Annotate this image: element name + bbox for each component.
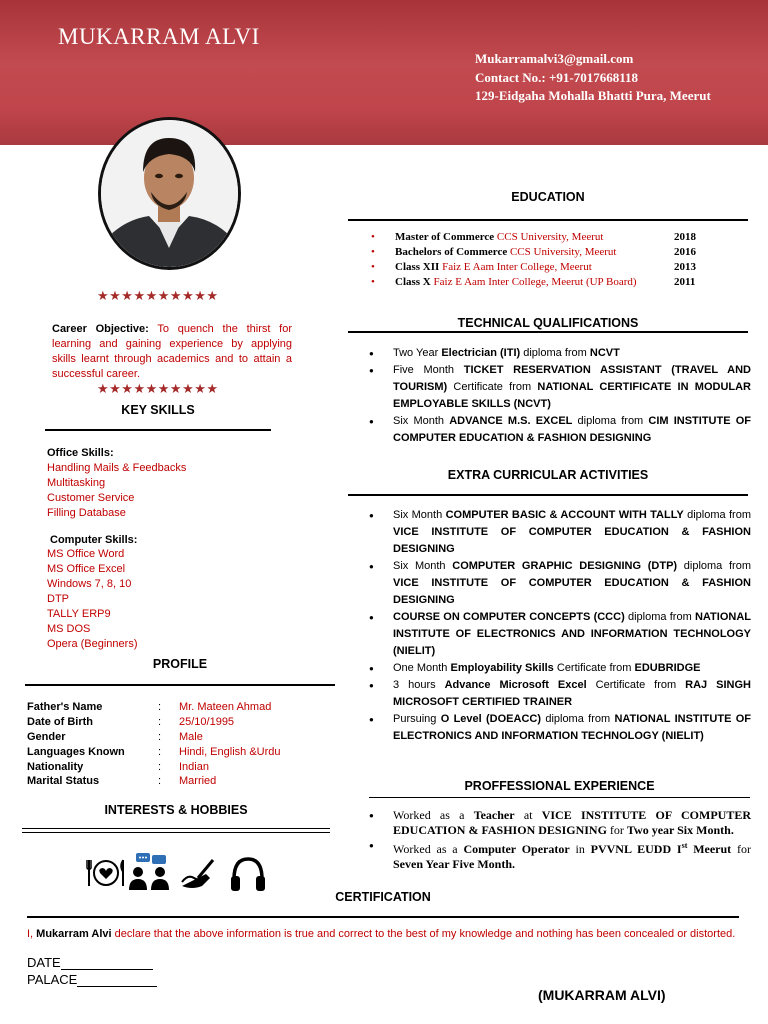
profile-value: Indian (179, 761, 209, 773)
bold-text: ADVANCE M.S. EXCEL (449, 415, 573, 427)
education-row (371, 246, 696, 258)
profile-colon: : (158, 701, 162, 713)
bold-text: VICE INSTITUTE OF COMPUTER EDUCATION & FASHION DESIGNING (393, 577, 751, 606)
institution: CCS University, Meerut (494, 231, 604, 243)
date-label: DATE (27, 955, 61, 970)
key-skills-title: KEY SKILLS (121, 403, 195, 417)
technical-list (369, 345, 751, 447)
list-item (369, 345, 751, 362)
profile-value: Male (179, 731, 203, 743)
skill-item: Customer Service (47, 492, 135, 504)
bold-text: VICE INSTITUTE OF COMPUTER EDUCATION & FASHION DESIGNING (393, 526, 751, 555)
text: Certificate from (447, 381, 538, 393)
candidate-name: MUKARRAM ALVI (58, 24, 260, 49)
text: diploma from (677, 560, 751, 572)
text: Five Month (393, 364, 464, 376)
bold-text: st (681, 841, 688, 850)
section-divider (45, 429, 271, 431)
bold-text: Electrician (ITI) (441, 347, 521, 359)
place-blank-line (77, 974, 157, 987)
headphones-icon (230, 855, 266, 893)
bold-text: VICE INSTITUTE OF COMPUTER EDUCATION & FASHION DESIGNING (393, 808, 751, 837)
skill-item: MS DOS (47, 623, 91, 635)
text: Six Month (393, 509, 446, 521)
bold-text: NATIONAL INSTITUTE OF ELECTRONICS AND INFORMATION TECHNOLOGY (NIELIT) (393, 713, 751, 742)
person-portrait-icon (101, 120, 238, 267)
skill-item: Filling Database (47, 507, 126, 519)
career-objective-label: Career Objective: (52, 323, 149, 335)
text: diploma from (683, 509, 751, 521)
bold-text: EDUBRIDGE (634, 662, 701, 674)
year: 2018 (674, 231, 696, 243)
institution: Faiz E Aam Inter College, Meerut (UP Board) (430, 276, 637, 288)
section-divider (25, 684, 335, 686)
place-label: PALACE (27, 972, 78, 987)
contact-block (475, 50, 711, 106)
text: diploma from (520, 347, 590, 359)
education-row (371, 276, 696, 288)
text: diploma from (541, 713, 615, 725)
profile-value: 25/10/1995 (179, 716, 235, 728)
degree: Class XII (395, 261, 440, 273)
skill-item: Windows 7, 8, 10 (47, 578, 132, 590)
profile-key: Nationality (27, 761, 84, 773)
profile-colon: : (158, 716, 162, 728)
bold-text: O Level (DOEACC) (440, 713, 542, 725)
date-blank-line (61, 957, 153, 970)
list-item (369, 711, 751, 745)
profile-key: Gender (27, 731, 66, 743)
profile-key: Languages Known (27, 746, 125, 758)
bold-text: TICKET RESERVATION ASSISTANT (TRAVEL AND TOURISM) (393, 364, 751, 393)
bold-text: NCVT (589, 347, 620, 359)
signature-name: (MUKARRAM ALVI) (538, 987, 666, 1003)
technical-title: TECHNICAL QUALIFICATIONS (457, 316, 639, 330)
bullet: • (371, 246, 375, 258)
declarant-name: Mukarram Alvi (36, 928, 112, 940)
bold-text: PVVNL EUDD I (590, 842, 682, 856)
profile-colon: : (158, 761, 162, 773)
section-divider (22, 832, 330, 833)
certification-title: CERTIFICATION (335, 890, 431, 904)
computer-skills-title: Computer Skills: (50, 534, 138, 546)
star-divider: ★★★★★★★★★★ (97, 289, 219, 304)
text: at (514, 808, 542, 822)
section-divider (348, 219, 748, 221)
email-text[interactable]: Mukarramalvi3@gmail.com (475, 51, 634, 66)
experience-list (369, 808, 751, 872)
computer-skills-list (47, 547, 138, 652)
text: Certificate from (586, 679, 686, 691)
text: Certificate from (553, 662, 635, 674)
degree: Bachelors of Commerce (395, 246, 508, 258)
year: 2016 (674, 246, 696, 258)
list-item (369, 413, 751, 447)
profile-key: Father's Name (27, 701, 103, 713)
bold-text: Employability Skills (450, 662, 554, 674)
text: diploma from (572, 415, 649, 427)
bold-text: COMPUTER GRAPHIC DESIGNING (DTP) (452, 560, 678, 572)
bold-text: Seven Year Five Month. (393, 857, 515, 871)
phone-text: Contact No.: +91-7017668118 (475, 69, 639, 85)
text: Worked as a (393, 808, 474, 822)
skill-item: DTP (47, 593, 69, 605)
profile-title: PROFILE (152, 657, 208, 671)
skill-item: TALLY ERP9 (47, 608, 111, 620)
declaration-body: declare that the above information is true and correct to the best of my knowledge and nothing has been concealed or distorted. (111, 928, 736, 940)
declaration-prefix: I, (27, 928, 37, 940)
year: 2013 (674, 261, 696, 273)
institution: Faiz E Aam Inter College, Meerut (439, 261, 592, 273)
degree: Class X (395, 276, 431, 288)
bold-text: CIM INSTITUTE OF COMPUTER EDUCATION & FASHION DESIGNING (393, 415, 751, 444)
bold-text: Advance Microsoft Excel (444, 679, 587, 691)
extra-title: EXTRA CURRICULAR ACTIVITIES (447, 468, 649, 482)
list-item (369, 362, 751, 413)
bold-text: NATIONAL CERTIFICATE IN MODULAR EMPLOYABLE SKILLS (NCVT) (393, 381, 751, 410)
skill-item: Multitasking (47, 477, 106, 489)
degree: Master of Commerce (395, 231, 495, 243)
date-field (27, 955, 153, 970)
profile-colon: : (158, 775, 162, 787)
star-divider: ★★★★★★★★★★ (97, 382, 219, 397)
profile-key: Marital Status (27, 775, 100, 787)
text: Six Month (393, 560, 453, 572)
bullet: • (371, 261, 375, 273)
career-objective-text: To quench the thirst for learning and gaining experience by applying skills learnt through academics and to attain a successful career. (52, 323, 292, 380)
bold-text: Teacher (473, 808, 515, 822)
section-divider (348, 494, 748, 496)
bold-text: Meerut (687, 842, 732, 856)
profile-value: Hindi, English &Urdu (179, 746, 281, 758)
skill-item: Opera (Beginners) (47, 638, 138, 650)
list-item (369, 838, 751, 872)
interests-title: INTERESTS & HOBBIES (104, 803, 248, 817)
skill-item: MS Office Word (47, 548, 125, 560)
bold-text: Two year Six Month. (626, 823, 734, 837)
list-item (369, 609, 751, 660)
text: Two Year (393, 347, 442, 359)
discussion-icon (128, 852, 172, 892)
institution: CCS University, Meerut (507, 246, 617, 258)
bold-text: Computer Operator (463, 842, 570, 856)
bold-text: NATIONAL INSTITUTE OF ELECTRONICS AND INFORMATION TECHNOLOGY (NIELIT) (393, 611, 751, 657)
text: diploma from (624, 611, 695, 623)
profile-colon: : (158, 731, 162, 743)
profile-photo (98, 117, 241, 270)
address-text: 129-Eidgaha Mohalla Bhatti Pura, Meerut (475, 88, 711, 103)
education-row (371, 261, 696, 273)
experience-title: PROFFESSIONAL EXPERIENCE (464, 779, 655, 793)
section-divider (27, 916, 739, 918)
text: Six Month (393, 415, 450, 427)
office-skills-title: Office Skills: (47, 447, 114, 459)
text: for (606, 823, 627, 837)
text: One Month (393, 662, 451, 674)
list-item (369, 677, 751, 711)
declaration-text (27, 927, 739, 942)
list-item (369, 507, 751, 558)
text: in (569, 842, 591, 856)
text: Worked as a (393, 842, 464, 856)
writing-icon (180, 856, 216, 890)
section-divider (369, 797, 750, 798)
text: 3 hours (393, 679, 445, 691)
skill-item: Handling Mails & Feedbacks (47, 462, 187, 474)
office-skills-list (47, 461, 186, 521)
list-item (369, 660, 751, 677)
education-title: EDUCATION (511, 190, 585, 204)
list-item (369, 558, 751, 609)
year: 2011 (674, 276, 696, 288)
education-row (371, 231, 696, 243)
dining-icon (86, 856, 126, 890)
skill-item: MS Office Excel (47, 563, 126, 575)
extra-list (369, 507, 751, 745)
profile-key: Date of Birth (27, 716, 93, 728)
bold-text: COMPUTER BASIC & ACCOUNT WITH TALLY (445, 509, 684, 521)
text: Pursuing (393, 713, 441, 725)
place-field (27, 972, 157, 987)
text: for (731, 842, 751, 856)
bullet: • (371, 276, 375, 288)
bold-text: COURSE ON COMPUTER CONCEPTS (CCC) (393, 611, 625, 623)
profile-value: Married (179, 775, 217, 787)
bullet: • (371, 231, 375, 243)
list-item (369, 808, 751, 838)
career-objective (52, 322, 292, 382)
profile-value: Mr. Mateen Ahmad (179, 701, 272, 713)
section-divider (22, 828, 330, 829)
section-divider (348, 331, 748, 333)
profile-colon: : (158, 746, 162, 758)
bold-text: RAJ SINGH MICROSOFT CERTIFIED TRAINER (393, 679, 751, 708)
